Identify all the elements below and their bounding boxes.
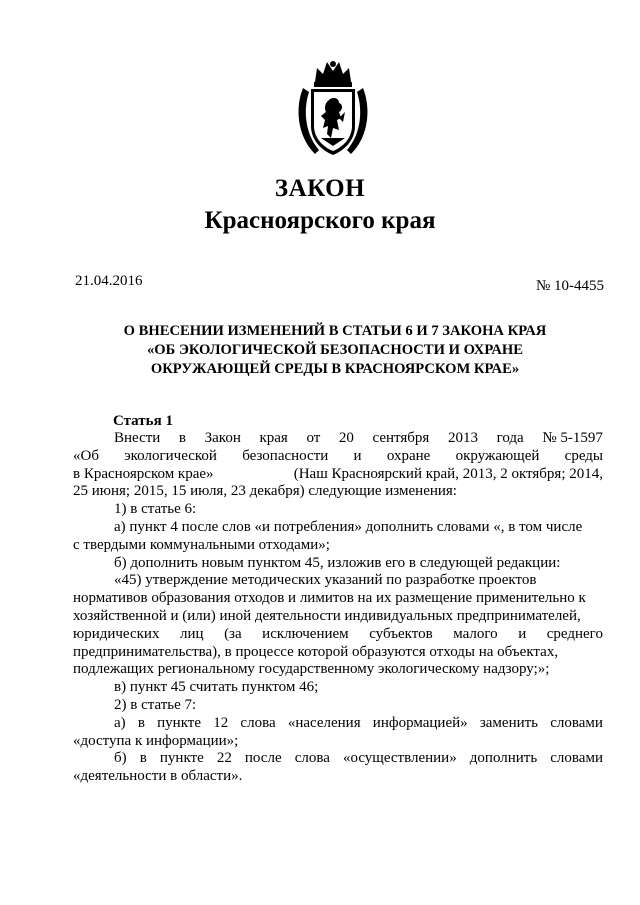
article-line: «доступа к информации»; (73, 732, 239, 749)
article-word: информацией» (372, 714, 468, 731)
article-word: 12 (213, 714, 229, 731)
article-word: № 5-1597 (542, 430, 603, 446)
article-word: охране (386, 447, 431, 464)
article-word: в (137, 714, 145, 731)
article-word: юридических (73, 625, 160, 642)
article-word: словами (550, 714, 603, 731)
article-word: а) (114, 714, 126, 731)
coat-of-arms-icon (293, 58, 373, 160)
article-word: малого (453, 625, 498, 642)
article-word: после (244, 750, 282, 767)
article-body (73, 430, 603, 786)
article-line: а) пункт 4 после слов «и потребления» дополнить словами «, в том числе (114, 518, 583, 535)
article-word: б) (114, 750, 127, 767)
article-word: субъектов (369, 625, 433, 642)
article-line (73, 750, 603, 768)
article-line (73, 448, 603, 466)
article-word: слова (240, 714, 276, 731)
article-word: Закон (204, 430, 241, 446)
article-line: в) пункт 45 считать пунктом 46; (114, 679, 319, 696)
article-line: б) дополнить новым пунктом 45, изложив его в следующей редакции: (114, 554, 561, 571)
article-word: «населения (287, 714, 361, 731)
article-line (73, 626, 603, 644)
article-word: и (353, 447, 362, 464)
article-title: Статья 1 (113, 413, 173, 429)
article-word: «Об (73, 447, 99, 464)
article-word: 22 (216, 750, 232, 767)
article-word: окружающей (455, 447, 540, 464)
law-heading (60, 322, 610, 379)
article-line: подлежащих региональному государственному экологическому надзору;»; (73, 661, 550, 678)
article-line: 1) в статье 6: (114, 501, 197, 518)
article-word: сентября (372, 430, 430, 446)
document-type-title: ЗАКОН (274, 175, 366, 202)
article-line: «деятельности в области». (73, 768, 243, 785)
article-word: исключением (262, 625, 349, 642)
article-word: среды (564, 447, 603, 464)
article-word: края (259, 430, 288, 446)
article-word: в (178, 430, 187, 446)
region-title: Красноярского края (204, 207, 436, 234)
article-word: года (496, 430, 524, 446)
article-line (73, 466, 603, 484)
article-line: с твердыми коммунальными отходами»; (73, 536, 330, 553)
article-line (73, 430, 603, 448)
article-word: заменить (479, 714, 539, 731)
article-word: Внести (114, 430, 161, 446)
article-word: пункте (159, 750, 204, 767)
article-line: предпринимательства), в процессе которой образуются отходы на объектах, (73, 643, 559, 660)
article-word: слова (294, 750, 330, 767)
article-line: нормативов образования отходов и лимитов на их размещение применительно к (73, 590, 586, 607)
article-word: безопасности (242, 447, 329, 464)
law-date: 21.04.2016 (75, 273, 143, 289)
article-line: 2) в статье 7: (114, 696, 197, 713)
heading-line: «ОБ ЭКОЛОГИЧЕСКОЙ БЕЗОПАСНОСТИ И ОХРАНЕ (147, 342, 523, 358)
article-word: (за (224, 625, 242, 642)
article-word: словами (550, 750, 603, 767)
article-word: в (139, 750, 147, 767)
article-word: 2013 (447, 430, 478, 446)
article-word: экологической (124, 447, 217, 464)
article-word: пункте (157, 714, 202, 731)
article-word: (Наш Красноярский край, 2013, 2 октября; 2014, (293, 465, 603, 482)
article-word: 20 (338, 430, 354, 446)
article-word: лиц (179, 625, 204, 642)
article-word: и (518, 625, 527, 642)
article-word: среднего (546, 625, 603, 642)
heading-line: ОКРУЖАЮЩЕЙ СРЕДЫ В КРАСНОЯРСКОМ КРАЕ» (150, 361, 520, 377)
law-number: № 10-4455 (535, 278, 604, 294)
article-word: «осуществлении» (342, 750, 457, 767)
article-line: «45) утверждение методических указаний по разработке проектов (114, 572, 537, 589)
article-line: 25 июня; 2015, 15 июля, 23 декабря) следующие изменения: (73, 483, 457, 500)
heading-line: О ВНЕСЕНИИ ИЗМЕНЕНИЙ В СТАТЬИ 6 И 7 ЗАКОНА КРАЯ (123, 323, 547, 339)
article-word: дополнить (469, 750, 538, 767)
article-line: хозяйственной и (или) иной деятельности индивидуальных предпринимателей, (73, 607, 581, 624)
article-line (73, 715, 603, 733)
article-word: в Красноярском крае» (73, 465, 214, 482)
article-word: от (306, 430, 321, 446)
